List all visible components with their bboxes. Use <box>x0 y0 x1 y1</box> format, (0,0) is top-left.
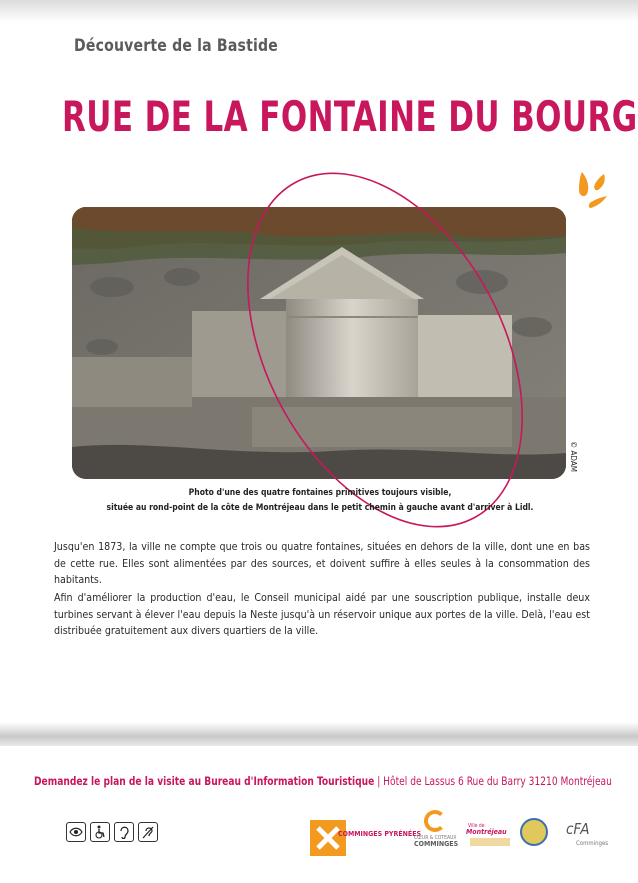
info-request: Demandez le plan de la visite au Bureau d'Information Touristique <box>34 774 375 788</box>
top-shade <box>0 0 638 22</box>
caption-line-1: Photo d'une des quatre fontaines primitives toujours visible, <box>188 488 452 498</box>
comminges-pyrenees-logo <box>310 820 346 856</box>
photo-caption <box>80 486 560 516</box>
cfa-sub: Comminges <box>576 840 609 847</box>
ville-label: Ville de <box>468 823 485 829</box>
tourist-info-line <box>34 774 612 788</box>
ville-logo-graphic <box>470 838 510 846</box>
photo-credit: © ADAM <box>568 441 578 472</box>
page-subtitle: Découverte de la Bastide <box>74 36 278 56</box>
cc-comminges-logo <box>424 810 446 832</box>
accessibility-icons <box>66 822 158 842</box>
paragraph-1: Jusqu'en 1873, la ville ne compte que trois ou quatre fontaines, situées en dehors de la ville, dont une en bas de cette rue. Elles sont alimentées par des sources, et doivent suffire à elles seules à la consommation des habitants. <box>54 541 590 586</box>
footer-shade <box>0 722 638 746</box>
eye-icon <box>66 822 86 842</box>
ville-name: Montréjeau <box>466 828 507 836</box>
splash-decoration <box>576 168 612 216</box>
paragraph-2: Afin d'améliorer la production d'eau, le Conseil municipal aidé par une souscription publique, installe deux turbines servant à élever l'eau depuis la Neste jusqu'à un réservoir unique aux portes de la ville. Delà, l'eau est distribuée gratuitement aux divers quartiers de la ville. <box>54 592 590 637</box>
info-address: Hôtel de Lassus 6 Rue du Barry 31210 Montréjeau <box>383 774 612 788</box>
comminges-pyrenees-label: COMMINGES PYRÉNÉES <box>338 830 422 838</box>
ear-icon <box>114 822 134 842</box>
seal-logo <box>520 818 548 846</box>
cfa-logo: cFA <box>566 820 590 838</box>
info-separator: | <box>374 774 384 788</box>
caption-line-2: située au rond-point de la côte de Montréjeau dans le petit chemin à gauche avant d'arriver à Lidl. <box>106 503 534 513</box>
hearing-assist-icon <box>138 822 158 842</box>
page-title: RUE DE LA FONTAINE DU BOURG <box>62 92 638 141</box>
wheelchair-icon <box>90 822 110 842</box>
partner-logos <box>310 808 610 858</box>
fountain-photo <box>72 207 566 479</box>
cc-comminges-label: COMMINGES <box>414 840 459 848</box>
cc-prefix: CŒUR & COTEAUX <box>414 835 457 841</box>
